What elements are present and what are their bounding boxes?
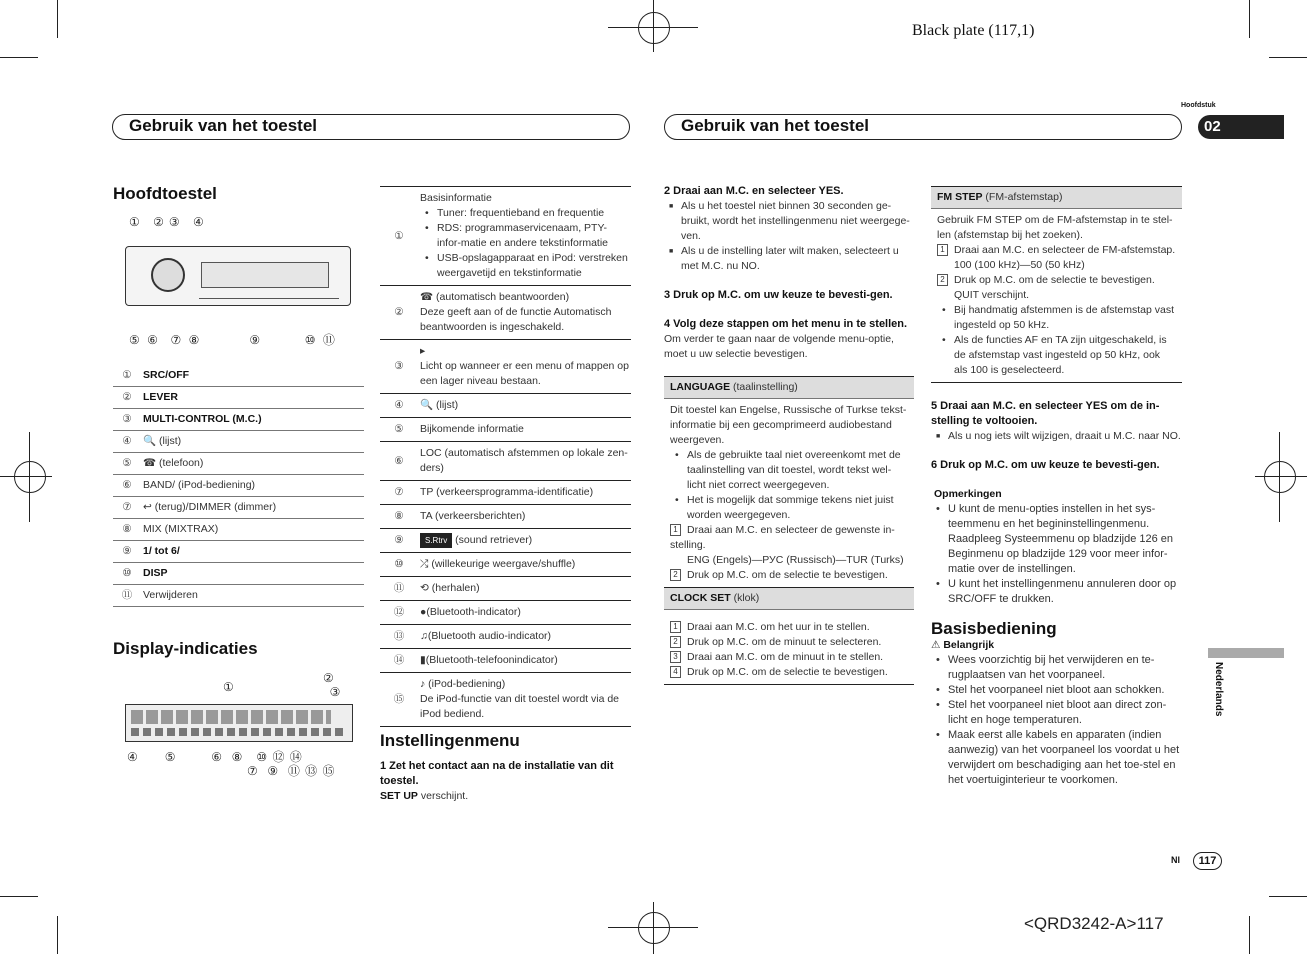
table-row bbox=[380, 625, 631, 649]
row-num: ⑤ bbox=[113, 453, 141, 475]
fm-step-box bbox=[931, 186, 1182, 383]
row-num: ④ bbox=[380, 394, 418, 418]
crop-mark bbox=[57, 0, 58, 38]
row-text: (willekeurige weergave/shuffle) bbox=[431, 558, 576, 570]
step-text: Druk op M.C. om de selectie te bevestigen. bbox=[687, 666, 888, 678]
row-num: ⑧ bbox=[380, 505, 418, 529]
display-callouts-bottom2: ⑦ ⑨ ⑪ ⑬ ⑮ bbox=[247, 764, 336, 778]
row-text: 1/ tot 6/ bbox=[141, 541, 364, 563]
box-heading: CLOCK SET (klok) bbox=[664, 587, 914, 610]
registration-mark bbox=[638, 912, 670, 944]
ipod-control-icon: ♪ bbox=[420, 678, 426, 690]
step-value: 100 (100 kHz)—50 (50 kHz) bbox=[954, 259, 1085, 271]
step-num: 1 bbox=[937, 244, 948, 256]
caution-icon: ⚠ bbox=[931, 639, 941, 651]
table-row bbox=[113, 453, 364, 475]
device-figure bbox=[113, 214, 365, 350]
notes-title: Opmerkingen bbox=[934, 488, 1002, 500]
list-item: ■ Als u nog iets wilt wijzigen, draait u M.C. naar NO. bbox=[948, 429, 1182, 444]
table-row bbox=[380, 505, 631, 529]
row-text: LOC (automatisch afstemmen op lokale zen-ders) bbox=[418, 442, 631, 481]
crop-mark bbox=[0, 896, 38, 897]
row-text: MULTI-CONTROL (M.C.) bbox=[141, 409, 364, 431]
row-num: ⑤ bbox=[380, 418, 418, 442]
list-item: ■ Als u het toestel niet binnen 30 seconden ge-bruikt, wordt het instellingenmenu niet weergege-ven. bbox=[681, 199, 914, 244]
heading-instellingenmenu: Instellingenmenu bbox=[380, 731, 520, 750]
row-num: ② bbox=[380, 286, 418, 340]
row-head: Basisinformatie bbox=[420, 192, 492, 204]
repeat-icon: ⟲ bbox=[420, 582, 429, 594]
step-text: Om verder te gaan naar de volgende menu-optie, moet u uw selectie bevestigen. bbox=[664, 333, 894, 360]
step-value: SET UP bbox=[380, 790, 418, 802]
display-callouts-bottom: ④ ⑤ ⑥ ⑧ ⑩ ⑫ ⑭ bbox=[127, 750, 303, 764]
shuffle-icon: ⤮ bbox=[420, 558, 429, 570]
row-desc: De iPod-functie van dit toestel wordt via de iPod bediend. bbox=[420, 693, 620, 720]
table-row bbox=[380, 187, 631, 286]
crop-mark bbox=[1269, 896, 1307, 897]
heading-basisbediening: Basisbediening bbox=[931, 619, 1057, 638]
list-item: • Als de functies AF en TA zijn uitgeschakeld, is de afstemstap vast ingesteld op 50 kHz, ook als 100 is geselecteerd. bbox=[954, 333, 1176, 378]
row-num: ⑪ bbox=[113, 585, 141, 607]
section-title: Gebruik van het toestel bbox=[681, 116, 869, 135]
row-text: (lijst) bbox=[436, 399, 459, 411]
step-title: 3 Druk op M.C. om uw keuze te bevesti-gen. bbox=[664, 289, 893, 301]
crop-mark bbox=[1249, 916, 1250, 954]
table-row bbox=[113, 497, 364, 519]
table-row bbox=[380, 286, 631, 340]
arrow-icon: ▸ bbox=[420, 345, 426, 357]
row-num: ⑩ bbox=[113, 563, 141, 585]
box-text: Gebruik FM STEP om de FM-afstemstap in te stel-len (afstemstap bij het zoeken). bbox=[937, 214, 1173, 241]
row-num: ⑥ bbox=[380, 442, 418, 481]
print-code: <QRD3242-A>117 bbox=[1024, 914, 1164, 933]
step-title: 2 Draai aan M.C. en selecteer YES. bbox=[664, 185, 844, 197]
chapter-number: 02 bbox=[1204, 118, 1221, 135]
registration-line bbox=[0, 476, 52, 477]
display-indicator-row bbox=[131, 728, 345, 736]
box-heading: LANGUAGE (taalinstelling) bbox=[664, 376, 914, 399]
list-item: • Het is mogelijk dat sommige tekens niet juist worden weergegeven. bbox=[687, 493, 908, 523]
language-box bbox=[664, 376, 914, 685]
step-num: 4 bbox=[670, 666, 681, 678]
sidebar-language: Nederlands bbox=[1213, 662, 1224, 717]
step-num: 2 bbox=[670, 569, 681, 581]
note-item: • U kunt de menu-opties instellen in het sys-teemmenu en het begininstellingenmenu. Raadpleeg Systeemmenu op bladzijde 126 en Beginmenu op bladzijde 129 voor meer infor-matie over de instellingen. bbox=[948, 502, 1182, 577]
table-row bbox=[113, 431, 364, 453]
row-text: MIX (MIXTRAX) bbox=[141, 519, 364, 541]
step-num: 2 bbox=[670, 636, 681, 648]
display-callouts-top: ① bbox=[223, 680, 234, 694]
registration-line bbox=[653, 0, 654, 52]
step-title: 5 Draai aan M.C. en selecteer YES om de in-stelling te voltooien. bbox=[931, 400, 1160, 427]
step-text: Draai aan M.C. om de minuut in te stellen. bbox=[687, 651, 884, 663]
row-text: DISP bbox=[141, 563, 364, 585]
table-row bbox=[113, 475, 364, 497]
sound-retriever-icon: S.Rtrv bbox=[420, 533, 452, 548]
row-text: (Bluetooth-indicator) bbox=[426, 606, 521, 618]
table-row bbox=[113, 541, 364, 563]
row-num: ⑮ bbox=[380, 673, 418, 727]
step-text: verschijnt. bbox=[417, 790, 469, 802]
row-num: ⑭ bbox=[380, 649, 418, 673]
step-text: Druk op M.C. om de selectie te bevestigen. bbox=[687, 569, 888, 581]
chapter-label: Hoofdstuk bbox=[1181, 102, 1216, 109]
list-item: • Bij handmatig afstemmen is de afstemstap vast ingesteld op 50 kHz. bbox=[954, 303, 1176, 333]
row-text: (automatisch beantwoorden) bbox=[436, 291, 570, 303]
step-title: 1 Zet het contact aan na de installatie van dit toestel. bbox=[380, 760, 614, 787]
table-row bbox=[113, 563, 364, 585]
sidebar-language-bar bbox=[1208, 648, 1284, 658]
list-item: • Als de gebruikte taal niet overeenkomt met de taalinstelling van dit toestel, wordt tekst wel-licht niet correct weergegeven. bbox=[687, 448, 908, 493]
row-num: ⑬ bbox=[380, 625, 418, 649]
row-desc: Licht op wanneer er een menu of mappen op een lager niveau bestaan. bbox=[420, 360, 629, 387]
row-text: (sound retriever) bbox=[455, 534, 533, 546]
crop-mark bbox=[57, 916, 58, 954]
table-row bbox=[380, 673, 631, 727]
phone-icon: ☎ bbox=[143, 457, 157, 469]
row-num: ⑦ bbox=[380, 481, 418, 505]
row-num: ⑫ bbox=[380, 601, 418, 625]
table-row bbox=[113, 585, 364, 607]
row-text: (terug)/DIMMER (dimmer) bbox=[154, 501, 277, 513]
row-text: (Bluetooth audio-indicator) bbox=[427, 630, 552, 642]
display-figure bbox=[113, 670, 365, 782]
list-item: • Tuner: frequentieband en frequentie bbox=[437, 206, 629, 221]
page-number: 117 bbox=[1193, 852, 1222, 870]
row-num: ④ bbox=[113, 431, 141, 453]
header-bar-left bbox=[112, 114, 630, 140]
heading-hoofdtoestel: Hoofdtoestel bbox=[113, 184, 217, 203]
search-icon: 🔍 bbox=[143, 435, 157, 447]
table-row bbox=[113, 409, 364, 431]
chapter-tab bbox=[1198, 115, 1284, 139]
row-num: ① bbox=[113, 365, 141, 387]
table-row bbox=[380, 418, 631, 442]
bluetooth-icon: ● bbox=[420, 606, 427, 618]
device-buttons bbox=[199, 298, 339, 303]
auto-answer-icon: ☎ bbox=[420, 291, 434, 303]
row-text: SRC/OFF bbox=[141, 365, 364, 387]
list-item: • Stel het voorpaneel niet bloot aan direct zon-licht en hoge temperaturen. bbox=[948, 698, 1182, 728]
list-item: • Maak eerst alle kabels en apparaten (indien aanwezig) van het voorpaneel los voordat u het verwijdert om beschadiging aan het toe-stel en het voertuiginterieur te voorkomen. bbox=[948, 728, 1182, 788]
list-item: • USB-opslagapparaat en iPod: verstreken weergavetijd en tekstinformatie bbox=[437, 251, 629, 281]
row-num: ⑪ bbox=[380, 577, 418, 601]
bluetooth-phone-icon: ▮ bbox=[420, 654, 426, 666]
registration-mark bbox=[1264, 461, 1296, 493]
list-item: • Wees voorzichtig bij het verwijderen en te-rugplaatsen van het voorpaneel. bbox=[948, 653, 1182, 683]
list-item: ■ Als u de instelling later wilt maken, selecteert u met M.C. nu NO. bbox=[681, 244, 914, 274]
registration-mark bbox=[14, 461, 46, 493]
row-text: TP (verkeersprogramma-identificatie) bbox=[418, 481, 631, 505]
box-text: Dit toestel kan Engelse, Russische of Turkse tekst-informatie bij een gecomprimeerd audiobestand weergeven. bbox=[670, 404, 907, 446]
step-text: Draai aan M.C. en selecteer de gewenste in-stelling. bbox=[670, 524, 895, 551]
column-3 bbox=[664, 184, 914, 685]
registration-line bbox=[653, 902, 654, 954]
row-num: ③ bbox=[113, 409, 141, 431]
plate-label: Black plate (117,1) bbox=[912, 22, 1035, 39]
step-title: 6 Druk op M.C. om uw keuze te bevesti-gen. bbox=[931, 459, 1160, 471]
table-row bbox=[380, 442, 631, 481]
list-item: • Stel het voorpaneel niet bloot aan schokken. bbox=[948, 683, 1182, 698]
step-1 bbox=[380, 759, 630, 804]
step-num: 1 bbox=[670, 621, 681, 633]
search-icon: 🔍 bbox=[420, 399, 434, 411]
note-item: • U kunt het instellingenmenu annuleren door op SRC/OFF te drukken. bbox=[948, 577, 1182, 607]
row-desc: Deze geeft aan of de functie Automatisch beantwoorden is ingeschakeld. bbox=[420, 306, 612, 333]
table-row bbox=[380, 481, 631, 505]
row-text: (telefoon) bbox=[159, 457, 204, 469]
display-segments bbox=[131, 710, 331, 724]
row-text: Verwijderen bbox=[141, 585, 364, 607]
back-icon: ↩ bbox=[143, 501, 152, 513]
step-num: 3 bbox=[670, 651, 681, 663]
table-row bbox=[380, 394, 631, 418]
step-title: 4 Volg deze stappen om het menu in te stellen. bbox=[664, 318, 908, 330]
crop-mark bbox=[1269, 57, 1307, 58]
device-knob bbox=[151, 258, 185, 292]
row-num: ⑦ bbox=[113, 497, 141, 519]
table-row bbox=[380, 529, 631, 553]
indicator-table bbox=[380, 186, 631, 727]
row-num: ⑧ bbox=[113, 519, 141, 541]
heading-display-indicaties: Display-indicaties bbox=[113, 639, 258, 658]
crop-mark bbox=[0, 57, 38, 58]
display-callouts-right: ② ③ bbox=[323, 671, 341, 699]
figure-callouts-bottom: ⑤ ⑥ ⑦ ⑧ ⑨ ⑩ ⑪ bbox=[129, 333, 337, 347]
row-text: (herhalen) bbox=[431, 582, 480, 594]
registration-line bbox=[1255, 476, 1307, 477]
section-title: Gebruik van het toestel bbox=[129, 116, 317, 135]
device-display bbox=[201, 262, 329, 288]
row-text: BAND/ (iPod-bediening) bbox=[141, 475, 364, 497]
row-text: (iPod-bediening) bbox=[428, 678, 506, 690]
music-note-icon: ♫ bbox=[420, 630, 428, 642]
table-row bbox=[380, 553, 631, 577]
step-value: QUIT verschijnt. bbox=[954, 289, 1030, 301]
step-num: 2 bbox=[937, 274, 948, 286]
table-row bbox=[113, 365, 364, 387]
parts-table bbox=[113, 365, 364, 607]
row-num: ⑨ bbox=[380, 529, 418, 553]
box-heading: FM STEP (FM-afstemstap) bbox=[931, 186, 1182, 209]
step-text: Draai aan M.C. en selecteer de FM-afstemstap. bbox=[954, 244, 1176, 256]
crop-mark bbox=[1249, 0, 1250, 38]
step-text: Draai aan M.C. om het uur in te stellen. bbox=[687, 621, 870, 633]
table-row bbox=[380, 340, 631, 394]
step-value: ENG (Engels)—РУС (Russisch)—TUR (Turks) bbox=[687, 554, 904, 566]
row-text: (lijst) bbox=[159, 435, 182, 447]
row-num: ① bbox=[380, 187, 418, 286]
step-text: Druk op M.C. om de selectie te bevestigen. bbox=[954, 274, 1155, 286]
list-item: • RDS: programmaservicenaam, PTY-infor-matie en andere tekstinformatie bbox=[437, 221, 629, 251]
step-text: Druk op M.C. om de minuut te selecteren. bbox=[687, 636, 882, 648]
table-row bbox=[113, 387, 364, 409]
table-row bbox=[380, 649, 631, 673]
registration-line bbox=[1279, 432, 1280, 522]
table-row bbox=[380, 601, 631, 625]
table-row bbox=[113, 519, 364, 541]
row-num: ② bbox=[113, 387, 141, 409]
important-label: Belangrijk bbox=[943, 639, 995, 651]
row-text: (Bluetooth-telefoonindicator) bbox=[425, 654, 558, 666]
step-num: 1 bbox=[670, 524, 681, 536]
column-4 bbox=[931, 186, 1182, 788]
footer-lang: Nl bbox=[1171, 855, 1180, 865]
row-num: ⑥ bbox=[113, 475, 141, 497]
table-row bbox=[380, 577, 631, 601]
row-num: ③ bbox=[380, 340, 418, 394]
registration-mark bbox=[638, 12, 670, 44]
row-text: Bijkomende informatie bbox=[418, 418, 631, 442]
row-text: TA (verkeersberichten) bbox=[418, 505, 631, 529]
row-text: LEVER bbox=[141, 387, 364, 409]
row-num: ⑩ bbox=[380, 553, 418, 577]
row-num: ⑨ bbox=[113, 541, 141, 563]
registration-line bbox=[29, 432, 30, 522]
figure-callouts-top: ① ②③ ④ bbox=[129, 215, 209, 229]
header-bar-right bbox=[664, 114, 1182, 140]
